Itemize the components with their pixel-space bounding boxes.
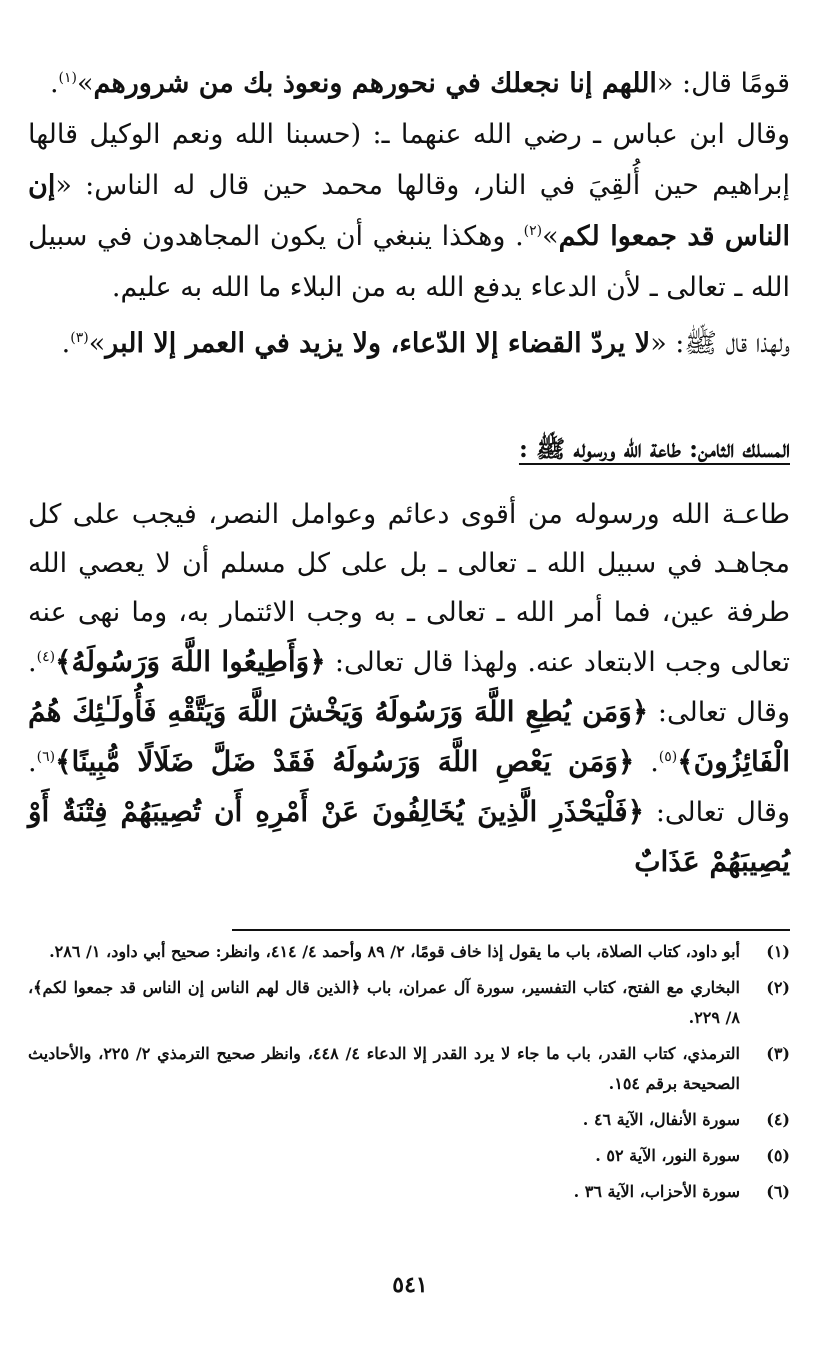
footnote-ref: (٣) <box>70 330 89 346</box>
text-run: طاعـة الله ورسوله من أقوى دعائم وعوامل النصر، فيجب على كل مجاهـد في سبيل الله ـ تعالى ـ بل على كل مسلم أن لا يعصي الله طرفة عين، فما أمر الله ـ تعالى ـ به وجب الائتمار به، وما نهى عنه تعالى وجب الابتعاد عنه. ولهذا قال تعالى: <box>28 499 790 678</box>
quote-text: اللهم إنا نجعلك في نحورهم ونعوذ بك من شرورهم <box>93 68 657 99</box>
footnote-number: (٦) <box>766 1182 790 1201</box>
footnotes-list <box>28 937 790 1213</box>
paragraph-obedience <box>28 490 790 887</box>
quran-verse: ﴿وَأَطِيعُوا اللَّهَ وَرَسُولَهُ﴾ <box>55 645 326 678</box>
footnote-item <box>28 1141 790 1171</box>
text-run: » <box>542 221 559 252</box>
quran-verse: ﴿فَلْيَحْذَرِ الَّذِينَ يُخَالِفُونَ عَنْ أَمْرِهِ أَن تُصِيبَهُمْ فِتْنَةٌ أَوْ يُصِيبَهُمْ عَذَابٌ <box>28 795 790 878</box>
section-heading: المسلك الثامن: طاعة الله ورسوله ﷺ : <box>518 434 790 463</box>
footnote-number: (١) <box>766 942 790 961</box>
text-run: . وقال تعالى: <box>28 647 790 728</box>
text-run: . وهكذا ينبغي أن يكون المجاهدون في سبيل الله ـ تعالى ـ لأن الدعاء يدفع الله به من البلاء ما الله به عليم. <box>28 221 790 303</box>
text-run: ولهذا قال ﷺ: « <box>650 328 790 359</box>
footnote-item <box>28 1105 790 1135</box>
footnote-item <box>28 973 790 1033</box>
quran-verse: ﴿وَمَن يَعْصِ اللَّهَ وَرَسُولَهُ فَقَدْ ضَلَّ ضَلَالًا مُّبِينًا﴾ <box>55 745 635 778</box>
text-run: . <box>634 747 659 778</box>
quote-text: إن الناس قد جمعوا لكم <box>28 170 790 252</box>
footnote-text: الترمذي، كتاب القدر، باب ما جاء لا يرد القدر إلا الدعاء ٤/ ٤٤٨، وانظر صحيح الترمذي ٢/ ٢٢٥، والأحاديث الصحيحة برقم ١٥٤. <box>28 1044 740 1093</box>
footnote-separator <box>232 929 790 931</box>
text-run: وقال ابن عباس ـ رضي الله عنهما ـ: (حسبنا الله ونعم الوكيل قالها إبراهيم حين أُلقِيَ في النار، وقالها محمد حين قال له الناس: « <box>28 119 790 201</box>
page-number: ٥٤١ <box>392 1272 428 1298</box>
footnote-ref: (٦) <box>36 749 56 765</box>
text-run: » <box>77 68 94 99</box>
footnote-item <box>28 937 790 967</box>
footnote-ref: (١) <box>58 70 78 86</box>
footnote-number: (٢) <box>766 978 790 997</box>
footnote-number: (٣) <box>766 1044 790 1063</box>
footnote-text: البخاري مع الفتح، كتاب التفسير، سورة آل عمران، باب ﴿الذين قال لهم الناس إن الناس قد جمعوا لكم﴾، ٨/ ٢٢٩. <box>28 978 741 1027</box>
footnote-text: سورة النور، الآية ٥٢ . <box>595 1146 740 1165</box>
footnote-number: (٤) <box>766 1110 790 1129</box>
footnote-ref: (٢) <box>523 223 543 239</box>
text-run: . وقال تعالى: <box>28 747 790 828</box>
text-run: . <box>61 328 71 359</box>
footnote-ref: (٤) <box>36 649 56 665</box>
text-run: » <box>88 328 106 359</box>
footnote-number: (٥) <box>766 1146 790 1165</box>
text-run: . <box>49 68 59 99</box>
footnote-item <box>28 1039 790 1099</box>
footnote-text: سورة الأنفال، الآية ٤٦ . <box>582 1110 740 1129</box>
paragraph-hadith <box>28 318 790 370</box>
footnote-text: سورة الأحزاب، الآية ٣٦ . <box>573 1182 740 1201</box>
text-run: قومًا قال: « <box>656 68 790 99</box>
footnote-text: أبو داود، كتاب الصلاة، باب ما يقول إذا خاف قومًا، ٢/ ٨٩ وأحمد ٤/ ٤١٤، وانظر: صحيح أبي داود، ١/ ٢٨٦. <box>49 942 740 961</box>
quote-text: لا يردّ القضاء إلا الدّعاء، ولا يزيد في العمر إلا البر <box>105 328 651 359</box>
paragraph-dua <box>28 58 790 313</box>
quran-verse: ﴿وَمَن يُطِعِ اللَّهَ وَرَسُولَهُ وَيَخْشَ اللَّهَ وَيَتَّقْهِ فَأُولَـٰئِكَ هُمُ الْفَائِزُونَ﴾ <box>28 695 790 778</box>
footnote-ref: (٥) <box>658 749 678 765</box>
footnote-item <box>28 1177 790 1207</box>
